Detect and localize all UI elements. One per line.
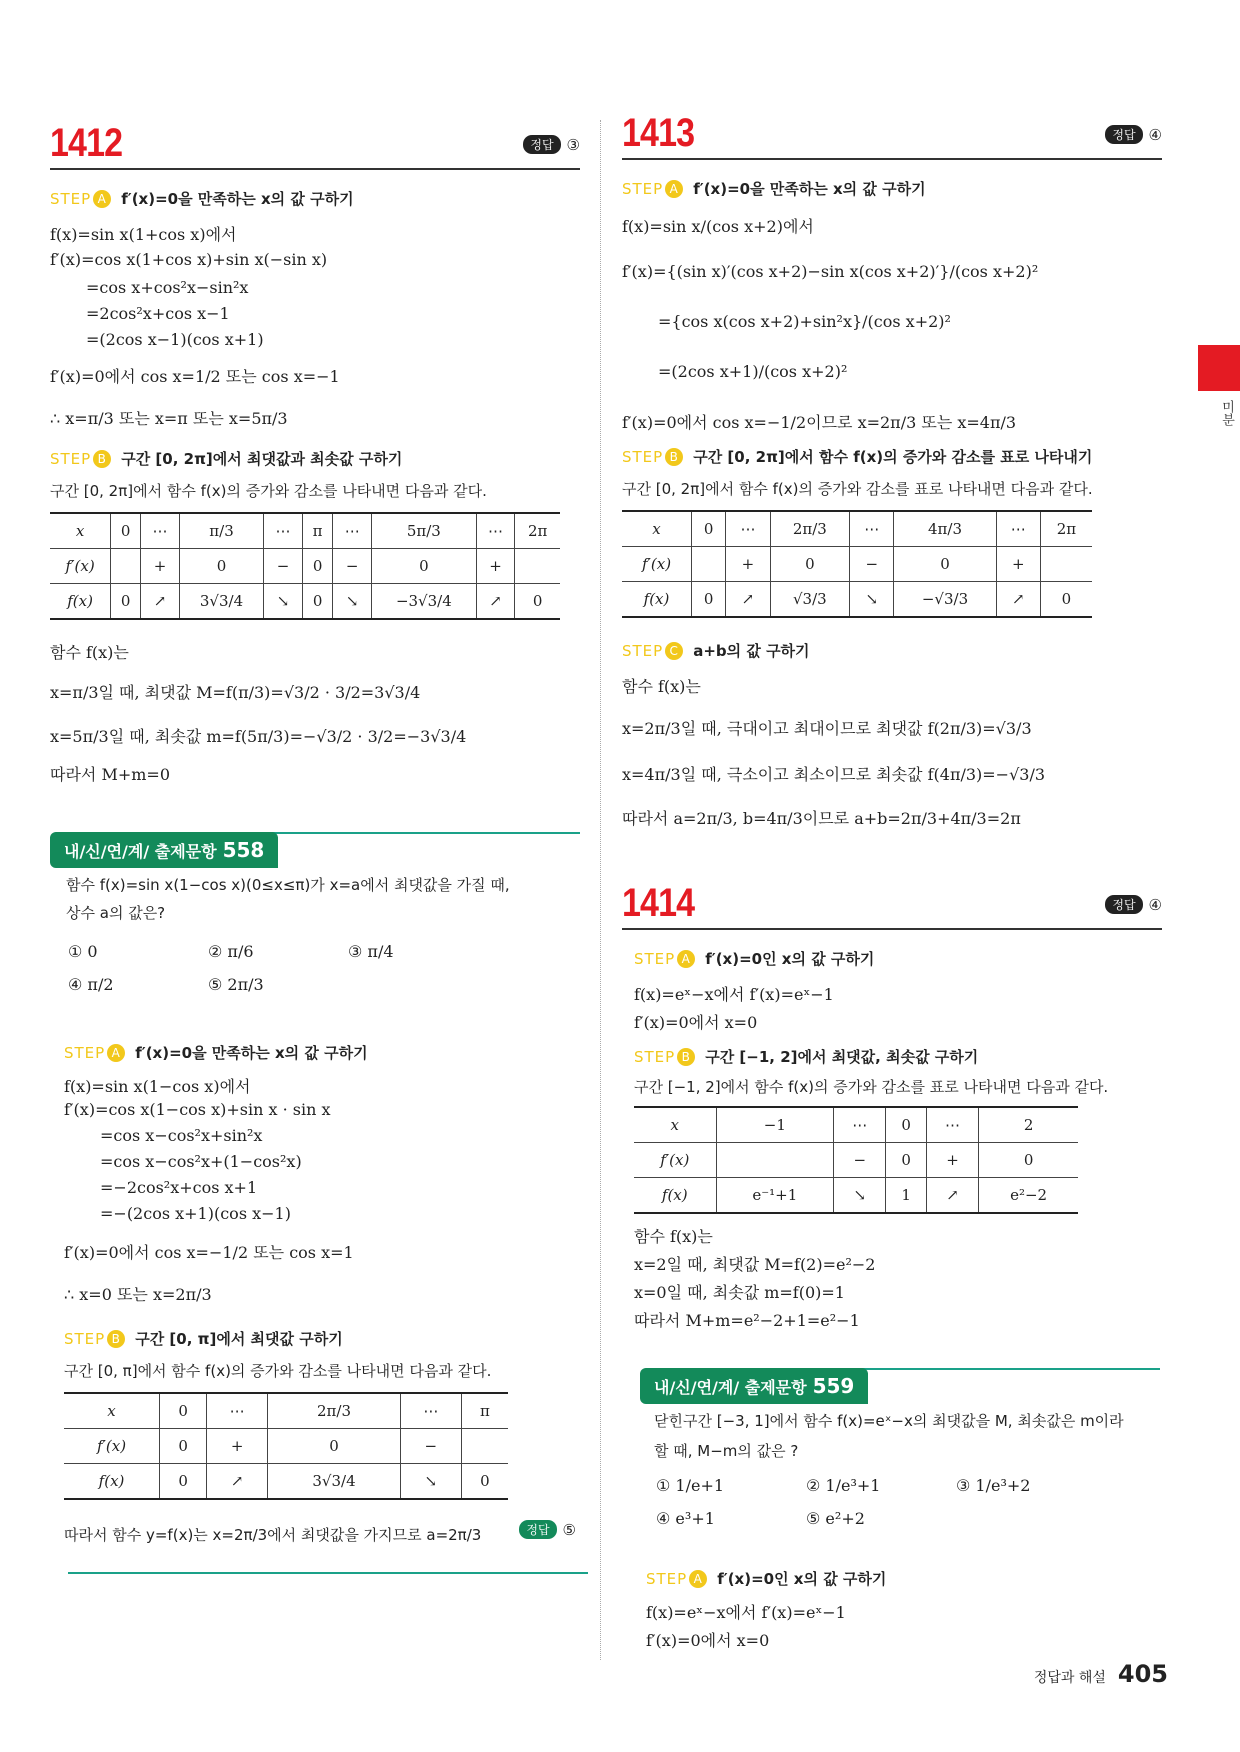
- step-title: f′(x)=0을 만족하는 x의 값 구하기: [135, 1044, 368, 1062]
- answer-value: ③: [566, 135, 580, 154]
- variation-table: x −1 ⋯ 0 ⋯ 2 f′(x) − 0 + 0 f(x) e⁻¹+1 ↘ 1 ↗ e²−2: [634, 1106, 1078, 1214]
- step-title: 구간 [0, 2π]에서 최댓값과 최솟값 구하기: [121, 450, 403, 468]
- question-line: 상수 a의 값은?: [66, 904, 166, 922]
- math-line: =(2cos x−1)(cos x+1): [86, 330, 264, 349]
- math-line: ∴ x=π/3 또는 x=π 또는 x=5π/3: [50, 409, 288, 428]
- question-line: 닫힌구간 [−3, 1]에서 함수 f(x)=eˣ−x의 최댓값을 M, 최솟값은 m이라: [654, 1412, 1124, 1430]
- choice-5[interactable]: ⑤ e²+2: [806, 1509, 865, 1528]
- choice-3[interactable]: ③ π/4: [348, 942, 394, 961]
- math-line: f(x)=sin x(1+cos x)에서: [50, 225, 237, 244]
- answer-badge: 정답: [523, 135, 560, 154]
- math-line: 함수 f(x)는: [634, 1227, 713, 1246]
- problem-number: 1413: [622, 111, 695, 155]
- math-line: f′(x)=cos x(1+cos x)+sin x(−sin x): [50, 250, 328, 269]
- step-title: f′(x)=0인 x의 값 구하기: [717, 1570, 887, 1588]
- math-line: =cos x−cos²x+(1−cos²x): [100, 1152, 302, 1171]
- related-title: 내/신/연/계/ 출제문항 559: [640, 1368, 868, 1404]
- step-c-heading: STEP C a+b의 값 구하기: [622, 641, 810, 660]
- math-line: ={cos x(cos x+2)+sin²x}/(cos x+2)²: [658, 312, 951, 331]
- math-line: 함수 f(x)는: [622, 677, 701, 696]
- answer-value: ④: [1148, 125, 1162, 144]
- column-divider: [600, 120, 601, 1660]
- problem-number: 1412: [50, 121, 123, 165]
- related-title: 내/신/연/계/ 출제문항 558: [50, 832, 278, 868]
- math-line: f′(x)={(sin x)′(cos x+2)−sin x(cos x+2)′}/(cos x+2)²: [622, 262, 1039, 281]
- choice-1[interactable]: ① 1/e+1: [656, 1476, 725, 1495]
- chapter-tab-label: 미분: [1219, 400, 1234, 426]
- math-line: f′(x)=0에서 cos x=−1/2 또는 cos x=1: [64, 1243, 354, 1262]
- answer: [1105, 895, 1162, 914]
- question-line: 할 때, M−m의 값은 ?: [654, 1442, 799, 1460]
- math-line: x=4π/3일 때, 극소이고 최소이므로 최솟값 f(4π/3)=−√3/3: [622, 765, 1046, 784]
- answer: [1105, 125, 1162, 144]
- problem-1414-header: [622, 868, 1162, 930]
- answer-choices: [68, 942, 488, 994]
- math-line: f′(x)=cos x(1−cos x)+sin x · sin x: [64, 1100, 331, 1119]
- step-a-heading: STEP A f′(x)=0인 x의 값 구하기: [646, 1569, 887, 1588]
- math-line: =−(2cos x+1)(cos x−1): [100, 1204, 291, 1223]
- step-b-heading: STEP B 구간 [0, 2π]에서 최댓값과 최솟값 구하기: [50, 449, 403, 468]
- step-b-heading: STEP B 구간 [0, 2π]에서 함수 f(x)의 증가와 감소를 표로 나타내기: [622, 447, 1093, 466]
- math-line: x=2일 때, 최댓값 M=f(2)=e²−2: [634, 1255, 876, 1274]
- step-a-heading: STEP A f′(x)=0을 만족하는 x의 값 구하기: [64, 1043, 368, 1062]
- math-line: 따라서 M+m=e²−2+1=e²−1: [634, 1311, 860, 1330]
- answer: [523, 135, 580, 154]
- choice-2[interactable]: ② π/6: [208, 942, 254, 961]
- step-title: f′(x)=0을 만족하는 x의 값 구하기: [693, 180, 926, 198]
- step-title: 구간 [0, 2π]에서 함수 f(x)의 증가와 감소를 표로 나타내기: [693, 448, 1093, 466]
- math-line: x=5π/3일 때, 최솟값 m=f(5π/3)=−√3/2 · 3/2=−3√3/4: [50, 727, 467, 746]
- math-line: 따라서 a=2π/3, b=4π/3이므로 a+b=2π/3+4π/3=2π: [622, 809, 1021, 828]
- step-title: f′(x)=0을 만족하는 x의 값 구하기: [121, 190, 354, 208]
- math-line: =cos x+cos²x−sin²x: [86, 278, 249, 297]
- intro-text: 구간 [0, 2π]에서 함수 f(x)의 증가와 감소를 표로 나타내면 다음과 같다.: [622, 480, 1093, 498]
- variation-table: x 0 ⋯ 2π/3 ⋯ π f′(x) 0 + 0 − f(x) 0 ↗ 3√3/4 ↘ 0: [64, 1392, 508, 1500]
- choice-5[interactable]: ⑤ 2π/3: [208, 975, 264, 994]
- choice-3[interactable]: ③ 1/e³+2: [956, 1476, 1031, 1495]
- intro-text: 구간 [−1, 2]에서 함수 f(x)의 증가와 감소를 표로 나타내면 다음과 같다.: [634, 1078, 1109, 1096]
- math-line: 함수 f(x)는: [50, 643, 129, 662]
- step-title: a+b의 값 구하기: [693, 642, 810, 660]
- variation-table: x 0 ⋯ π/3 ⋯ π ⋯ 5π/3 ⋯ 2π f′(x) + 0 − 0 − 0 + f(x) 0 ↗ 3√3/4 ↘ 0 ↘ −3√3/4 ↗ 0: [50, 512, 560, 620]
- page-footer: [1034, 1660, 1168, 1688]
- answer-value: ⑤: [562, 1520, 576, 1539]
- math-line: x=2π/3일 때, 극대이고 최대이므로 최댓값 f(2π/3)=√3/3: [622, 719, 1032, 738]
- step-b-heading: STEP B 구간 [−1, 2]에서 최댓값, 최솟값 구하기: [634, 1047, 979, 1066]
- answer-badge: 정답: [1105, 895, 1142, 914]
- choice-4[interactable]: ④ e³+1: [656, 1509, 715, 1528]
- page-number: 405: [1117, 1660, 1168, 1688]
- intro-text: 구간 [0, π]에서 함수 f(x)의 증가와 감소를 나타내면 다음과 같다.: [64, 1362, 492, 1380]
- problem-1413-header: [622, 98, 1162, 160]
- math-line: f′(x)=0에서 cos x=−1/2이므로 x=2π/3 또는 x=4π/3: [622, 413, 1017, 432]
- math-line: ∴ x=0 또는 x=2π/3: [64, 1285, 212, 1304]
- answer: [519, 1520, 576, 1539]
- question-line: 함수 f(x)=sin x(1−cos x)(0≤x≤π)가 x=a에서 최댓값을 가질 때,: [66, 876, 510, 894]
- answer-badge: 정답: [1105, 125, 1142, 144]
- choice-2[interactable]: ② 1/e³+1: [806, 1476, 881, 1495]
- chapter-tab: [1198, 345, 1240, 391]
- step-title: 구간 [−1, 2]에서 최댓값, 최솟값 구하기: [705, 1048, 979, 1066]
- math-line: f(x)=eˣ−x에서 f′(x)=eˣ−1: [634, 985, 834, 1004]
- section-rule: [68, 1572, 588, 1574]
- math-line: x=π/3일 때, 최댓값 M=f(π/3)=√3/2 · 3/2=3√3/4: [50, 683, 421, 702]
- answer-badge: 정답: [519, 1520, 556, 1539]
- choice-4[interactable]: ④ π/2: [68, 975, 114, 994]
- math-line: f′(x)=0에서 x=0: [634, 1013, 758, 1032]
- math-line: x=0일 때, 최솟값 m=f(0)=1: [634, 1283, 845, 1302]
- math-line: =2cos²x+cos x−1: [86, 304, 230, 323]
- math-line: f(x)=eˣ−x에서 f′(x)=eˣ−1: [646, 1603, 846, 1622]
- step-a-heading: STEP A f′(x)=0을 만족하는 x의 값 구하기: [622, 179, 926, 198]
- choice-1[interactable]: ① 0: [68, 942, 98, 961]
- math-line: =−2cos²x+cos x+1: [100, 1178, 258, 1197]
- intro-text: 구간 [0, 2π]에서 함수 f(x)의 증가와 감소를 나타내면 다음과 같다.: [50, 482, 487, 500]
- math-line: f′(x)=0에서 x=0: [646, 1631, 770, 1650]
- math-line: f(x)=sin x/(cos x+2)에서: [622, 217, 814, 236]
- step-tag: STEP A: [50, 190, 111, 208]
- math-line: =cos x−cos²x+sin²x: [100, 1126, 263, 1145]
- problem-1412-header: [50, 108, 580, 170]
- step-title: f′(x)=0인 x의 값 구하기: [705, 950, 875, 968]
- footer-label: 정답과 해설: [1033, 1670, 1106, 1686]
- math-line: =(2cos x+1)/(cos x+2)²: [658, 362, 848, 381]
- step-b-heading: STEP B 구간 [0, π]에서 최댓값 구하기: [64, 1329, 343, 1348]
- step-a-heading: STEP A f′(x)=0인 x의 값 구하기: [634, 949, 875, 968]
- step-title: 구간 [0, π]에서 최댓값 구하기: [135, 1330, 343, 1348]
- conclusion-line: 따라서 함수 y=f(x)는 x=2π/3에서 최댓값을 가지므로 a=2π/3: [64, 1526, 482, 1544]
- step-a-heading: [50, 188, 354, 209]
- answer-choices: [656, 1476, 1106, 1528]
- math-line: f′(x)=0에서 cos x=1/2 또는 cos x=−1: [50, 367, 340, 386]
- math-line: f(x)=sin x(1−cos x)에서: [64, 1077, 251, 1096]
- answer-value: ④: [1148, 895, 1162, 914]
- variation-table: x 0 ⋯ 2π/3 ⋯ 4π/3 ⋯ 2π f′(x) + 0 − 0 + f(x) 0 ↗ √3/3 ↘ −√3/3 ↗ 0: [622, 510, 1092, 618]
- math-line: 따라서 M+m=0: [50, 765, 171, 784]
- problem-number: 1414: [622, 881, 695, 925]
